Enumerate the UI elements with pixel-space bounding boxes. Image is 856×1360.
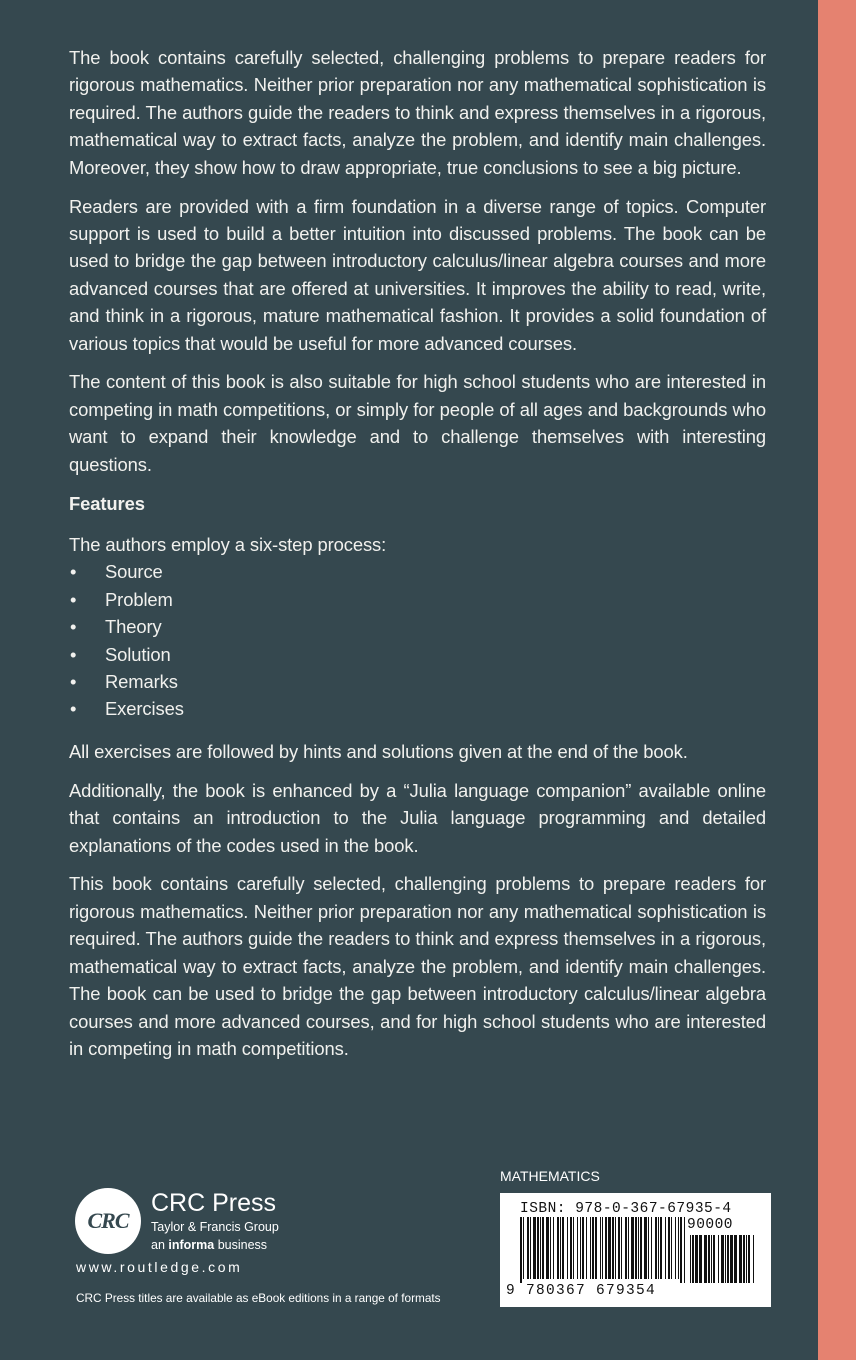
- isbn-barcode: [500, 1193, 771, 1307]
- step-label: Remarks: [105, 671, 178, 693]
- barcode-bar: [628, 1217, 629, 1279]
- barcode-bar: [648, 1217, 649, 1279]
- barcode-bar: [711, 1235, 712, 1283]
- bullet-icon: •: [70, 616, 77, 638]
- barcode-bar: [631, 1217, 634, 1279]
- informa-bold: informa: [168, 1238, 215, 1252]
- barcode-bar: [557, 1217, 559, 1279]
- barcode-bar: [727, 1235, 729, 1283]
- barcode-bar: [530, 1217, 531, 1279]
- barcode-bar: [533, 1217, 536, 1279]
- barcode-bar: [523, 1217, 524, 1279]
- barcode-bar: [618, 1217, 620, 1279]
- barcode-bar: [542, 1217, 544, 1279]
- barcode-bar: [621, 1217, 622, 1279]
- features-heading: Features: [69, 492, 145, 514]
- barcode-bar: [690, 1235, 691, 1283]
- barcode-bar: [560, 1217, 561, 1279]
- barcode-bar: [640, 1217, 642, 1279]
- barcode-bar: [651, 1217, 652, 1279]
- barcode-bar: [625, 1217, 627, 1279]
- bullet-icon: •: [70, 588, 77, 610]
- publisher-name: CRC Press: [151, 1189, 277, 1217]
- price-code: 90000: [687, 1217, 734, 1233]
- barcode-bar: [743, 1235, 745, 1283]
- step-label: Solution: [105, 643, 171, 665]
- publisher-website: www.routledge.com: [76, 1259, 243, 1275]
- barcode-bar: [567, 1217, 568, 1279]
- barcode-bar: [638, 1217, 639, 1279]
- barcode-bars-icon: [514, 1217, 759, 1283]
- barcode-bar: [739, 1235, 742, 1283]
- bullet-icon: •: [70, 561, 77, 583]
- description-paragraph-2: Readers are provided with a firm foundation in a diverse range of topics. Computer support is used to build a better intuition into discussed problems. The book can be used to bridge the gap between introductory calculus/linear algebra courses and more advanced courses that are offered at universities. It improves the ability to read, write, and think in a rigorous, mature mathematical fashion. It provides a solid foundation of various topics that would be useful for more advanced courses.: [69, 195, 766, 354]
- barcode-bar: [537, 1217, 539, 1279]
- barcode-bar: [725, 1235, 726, 1283]
- barcode-bar: [635, 1217, 637, 1279]
- barcode-bar: [608, 1217, 611, 1279]
- barcode-bar: [586, 1217, 587, 1279]
- back-cover-text: [69, 44, 766, 1074]
- barcode-bar: [658, 1217, 659, 1279]
- publisher-informa-line: [151, 1238, 267, 1253]
- barcode-bar: [668, 1217, 670, 1279]
- barcode-bar: [660, 1217, 662, 1279]
- list-item: [69, 586, 766, 613]
- companion-note: Additionally, the book is enhanced by a “Julia language companion” available online that contains an introduction to the Julia language programming and detailed explanations of the codes used in the book.: [69, 779, 766, 856]
- barcode-bar: [704, 1235, 707, 1283]
- barcode-bar: [577, 1217, 578, 1279]
- list-item: [69, 558, 766, 585]
- summary-paragraph: This book contains carefully selected, challenging problems to prepare readers for rigorous mathematics. Neither prior preparation nor any mathematical sophistication is required. The authors guide the readers to think and express themselves in a rigorous, mathematical way to extract facts, analyze the problem, and identify main challenges. The book can be used to bridge the gap between introductory calculus/linear algebra courses and more advanced courses, and for high school students who are interested in competing in math competitions.: [69, 873, 766, 1059]
- barcode-bar: [721, 1235, 724, 1283]
- isbn-label: ISBN: 978-0-367-67935-4: [520, 1201, 732, 1217]
- barcode-bar: [708, 1235, 710, 1283]
- ean-digits: 9 780367 679354: [506, 1283, 657, 1299]
- barcode-bar: [562, 1217, 564, 1279]
- barcode-bar: [582, 1217, 584, 1279]
- barcode-bar: [553, 1217, 554, 1279]
- barcode-bar: [592, 1217, 594, 1279]
- steps-list: [69, 558, 766, 722]
- list-item: [69, 613, 766, 640]
- barcode-bar: [753, 1235, 754, 1283]
- barcode-bar: [605, 1217, 607, 1279]
- barcode-bar: [612, 1217, 614, 1279]
- barcode-bar: [520, 1217, 522, 1283]
- step-label: Problem: [105, 588, 173, 610]
- bullet-icon: •: [70, 643, 77, 665]
- publisher-logo-block: [75, 1186, 335, 1266]
- informa-suffix: business: [214, 1238, 268, 1252]
- list-item: [69, 695, 766, 722]
- barcode-bar: [655, 1217, 657, 1279]
- barcode-bar: [734, 1235, 737, 1283]
- publisher-group: Taylor & Francis Group: [151, 1220, 279, 1234]
- barcode-bar: [695, 1235, 698, 1283]
- step-label: Source: [105, 561, 163, 583]
- barcode-bar: [699, 1235, 702, 1283]
- barcode-bar: [665, 1217, 666, 1279]
- barcode-bar: [600, 1217, 601, 1279]
- barcode-bar: [684, 1217, 685, 1283]
- subject-category: MATHEMATICS: [500, 1168, 600, 1184]
- step-label: Exercises: [105, 698, 184, 720]
- list-item: [69, 641, 766, 668]
- barcode-bar: [540, 1217, 541, 1279]
- step-label: Theory: [105, 616, 162, 638]
- barcode-bar: [746, 1235, 747, 1283]
- barcode-bar: [713, 1235, 715, 1283]
- barcode-bar: [527, 1217, 529, 1279]
- barcode-bar: [718, 1235, 719, 1283]
- barcode-bar: [678, 1217, 679, 1279]
- barcode-bar: [644, 1217, 647, 1279]
- barcode-bar: [590, 1217, 591, 1279]
- spine-color-strip: [818, 0, 856, 1360]
- barcode-bar: [595, 1217, 597, 1279]
- barcode-bar: [692, 1235, 694, 1283]
- barcode-bar: [602, 1217, 603, 1279]
- features-intro: The authors employ a six-step process:: [69, 534, 387, 555]
- barcode-bar: [546, 1217, 549, 1279]
- description-paragraph-1: The book contains carefully selected, challenging problems to prepare readers for rigorous mathematics. Neither prior preparation nor any mathematical sophistication is required. The authors guide the readers to think and express themselves in a rigorous, mathematical way to extract facts, analyze the problem, and identify main challenges. Moreover, they show how to draw appropriate, true conclusions to see a big picture.: [69, 47, 766, 178]
- barcode-bar: [680, 1217, 682, 1283]
- informa-prefix: an: [151, 1238, 169, 1252]
- barcode-bar: [573, 1217, 574, 1279]
- exercises-note: All exercises are followed by hints and solutions given at the end of the book.: [69, 740, 688, 762]
- barcode-bar: [671, 1217, 672, 1279]
- barcode-bar: [748, 1235, 750, 1283]
- barcode-bar: [570, 1217, 572, 1279]
- bullet-icon: •: [70, 671, 77, 693]
- description-paragraph-3: The content of this book is also suitable for high school students who are interested in competing in math competitions, or simply for people of all ages and backgrounds who want to expand their knowledge and to challenge themselves with interesting questions.: [69, 371, 766, 475]
- barcode-bar: [615, 1217, 616, 1279]
- ebook-note: CRC Press titles are available as eBook editions in a range of formats: [76, 1291, 441, 1305]
- list-item: [69, 668, 766, 695]
- barcode-bar: [730, 1235, 733, 1283]
- bullet-icon: •: [70, 698, 77, 720]
- barcode-bar: [675, 1217, 676, 1279]
- barcode-bar: [580, 1217, 581, 1279]
- crc-logo-icon: CRC: [75, 1188, 141, 1254]
- barcode-bar: [550, 1217, 551, 1279]
